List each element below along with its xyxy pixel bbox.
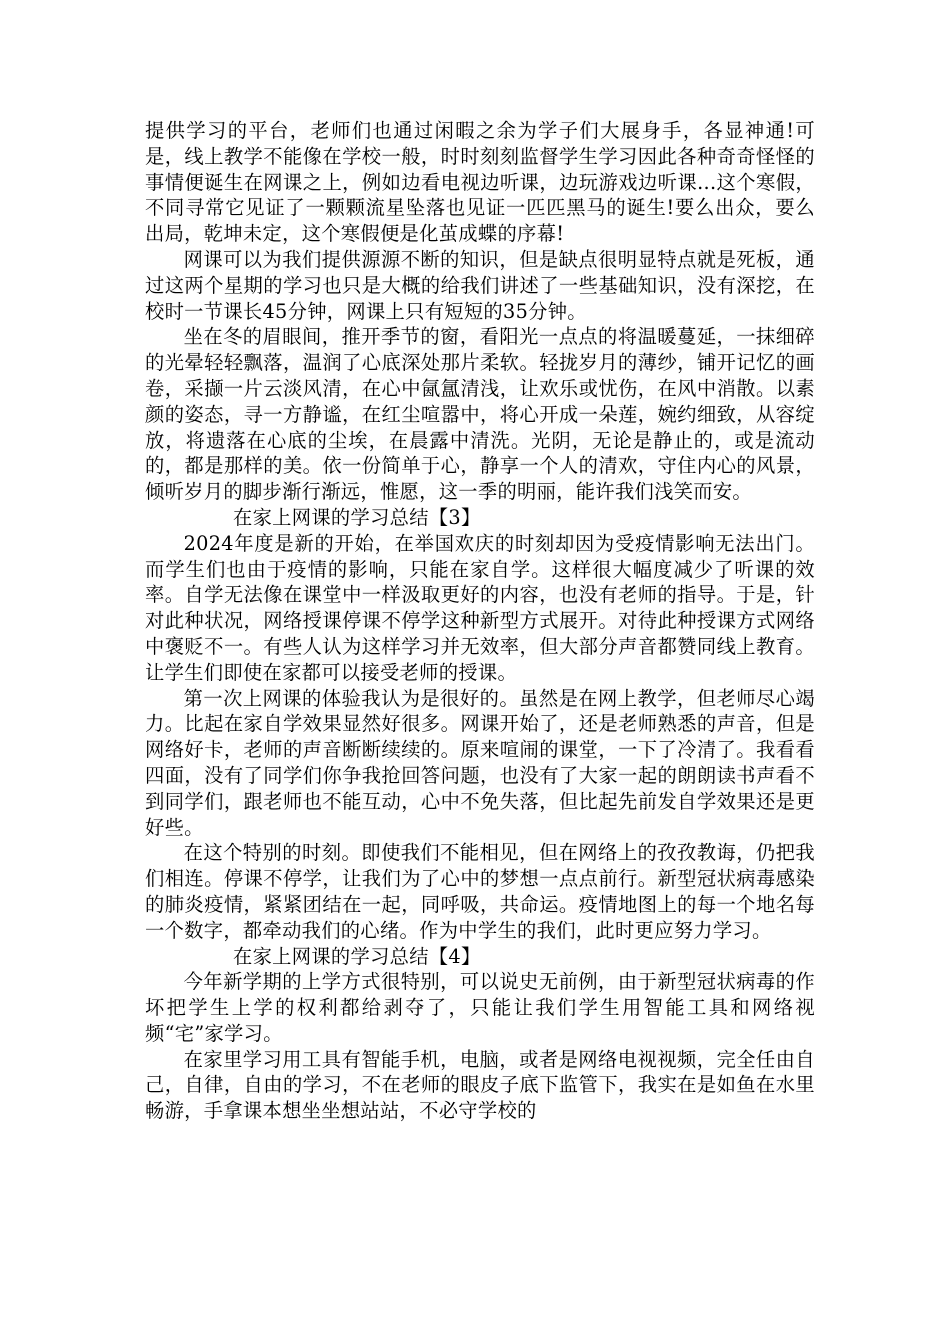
paragraph: 在家里学习用工具有智能手机，电脑，或者是网络电视视频，完全任由自己，自律，自由的学习，不在老师的眼皮子底下监管下，我实在是如鱼在水里畅游，手拿课本想坐坐想站站，不必守学校的 [145,1047,815,1123]
document-body [145,118,815,1124]
section-heading-4: 在家上网课的学习总结【4】 [233,944,481,968]
paragraph: 第一次上网课的体验我认为是很好的。虽然是在网上教学，但老师尽心竭力。比起在家自学效果显然好很多。网课开始了，还是老师熟悉的声音，但是网络好卡，老师的声音断断续续的。原来喧闹的课堂，一下了冷清了。我看看四面，没有了同学们你争我抢回答问题，也没有了大家一起的朗朗读书声看不到同学们，跟老师也不能互动，心中不免失落，但比起先前发自学效果还是更好些。 [145,686,815,839]
paragraph: 坐在冬的眉眼间，推开季节的窗，看阳光一点点的将温暖蔓延，一抹细碎的光晕轻轻飘落，温润了心底深处那片柔软。轻拢岁月的薄纱，铺开记忆的画卷，采撷一片云淡风清，在心中氤氲清浅，让欢乐或忧伤，在风中消散。以素颜的姿态，寻一方静谧，在红尘喧嚣中，将心开成一朵莲，婉约细致，从容绽放，将遗落在心底的尘埃，在晨露中清洗。光阴，无论是静止的，或是流动的，都是那样的美。依一份简单于心，静享一个人的清欢，守住内心的风景，倾听岁月的脚步渐行渐远，惟愿，这一季的明丽，能许我们浅笑而安。 [145,325,815,504]
paragraph: 提供学习的平台，老师们也通过闲暇之余为学子们大展身手，各显神通!可是，线上教学不能像在学校一般，时时刻刻监督学生学习因此各种奇奇怪怪的事情便诞生在网课之上，例如边看电视边听课，边玩游戏边听课...这个寒假，不同寻常它见证了一颗颗流星坠落也见证一匹匹黑马的诞生!要么出众，要么出局，乾坤未定，这个寒假便是化茧成蝶的序幕! [145,119,815,246]
paragraph: 2024年度是新的开始，在举国欢庆的时刻却因为受疫情影响无法出门。而学生们也由于疫情的影响，只能在家自学。这样很大幅度减少了听课的效率。自学无法像在课堂中一样汲取更好的内容，也没有老师的指导。于是，针对此种状况，网络授课停课不停学这种新型方式展开。对待此种授课方式网络中褒贬不一。有些人认为这样学习并无效率，但大部分声音都赞同线上教育。让学生们即使在家都可以接受老师的授课。 [145,531,815,684]
paragraph: 今年新学期的上学方式很特别，可以说史无前例，由于新型冠状病毒的作坏把学生上学的权利都给剥夺了，只能让我们学生用智能工具和网络视频“宅”家学习。 [145,970,815,1045]
paragraph: 在这个特别的时刻。即使我们不能相见，但在网络上的孜孜教诲，仍把我们相连。停课不停学，让我们为了心中的梦想一点点前行。新型冠状病毒感染的肺炎疫情，紧紧团结在一起，同呼吸，共命运。疫情地图上的每一个地名每一个数字，都牵动我们的心绪。作为中学生的我们，此时更应努力学习。 [145,841,815,942]
paragraph: 网课可以为我们提供源源不断的知识，但是缺点很明显特点就是死板，通过这两个星期的学习也只是大概的给我们讲述了一些基础知识，没有深挖，在校时一节课长45分钟，网课上只有短短的35分钟。 [145,247,815,323]
section-heading-3: 在家上网课的学习总结【3】 [233,505,481,529]
